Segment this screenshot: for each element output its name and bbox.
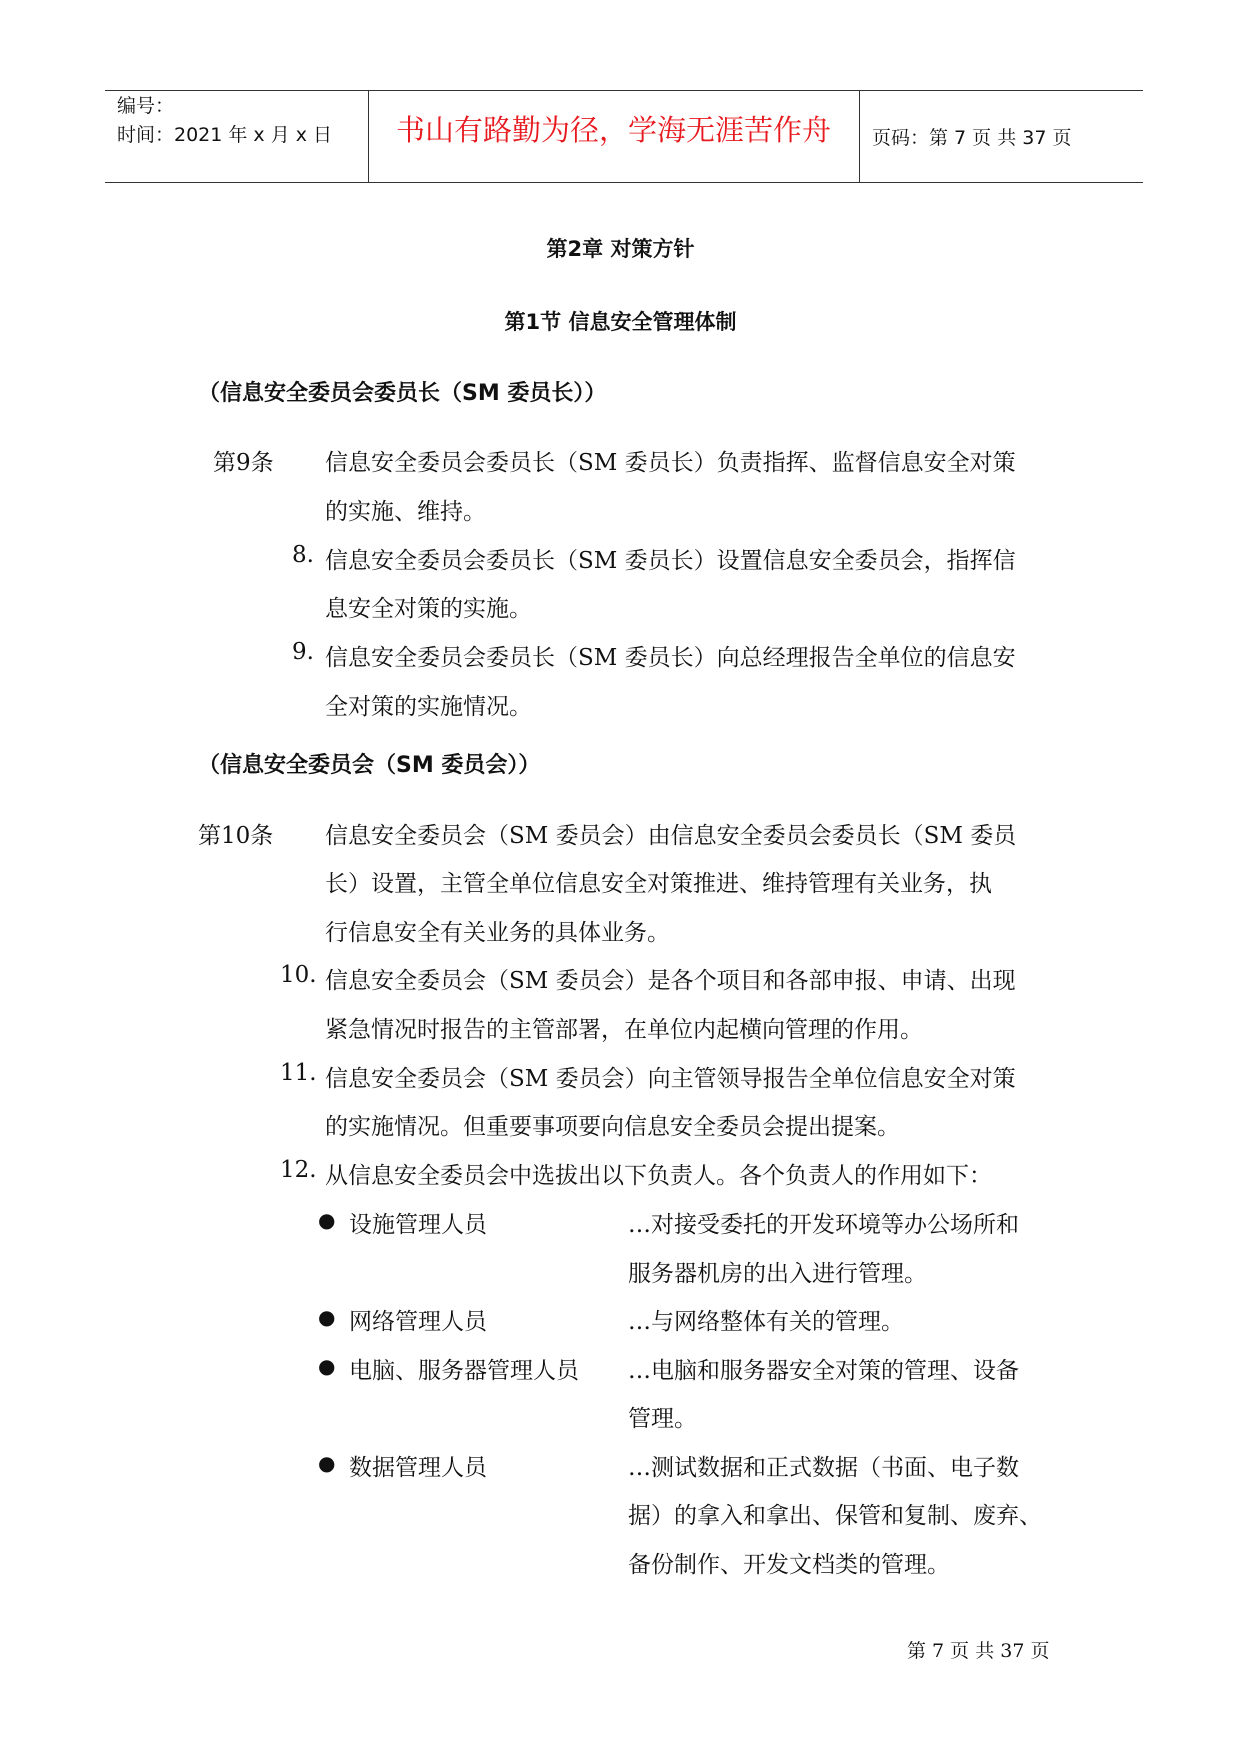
header-rule-bottom xyxy=(105,182,1143,183)
header-time-label: 时间：2021 年 x 月 x 日 xyxy=(117,124,333,146)
article-label: 第9条 xyxy=(213,450,274,476)
header-number-label: 编号： xyxy=(117,95,175,117)
page-footer: 第 7 页 共 37 页 xyxy=(907,1640,1050,1662)
list-item-line: 息安全对策的实施。 xyxy=(325,596,532,622)
role-desc-line: 据）的拿入和拿出、保管和复制、废弃、 xyxy=(628,1503,1042,1529)
list-item-number: 10. xyxy=(280,962,317,988)
role-name: 数据管理人员 xyxy=(349,1455,487,1481)
article-line: 信息安全委员会委员长（SM 委员长）负责指挥、监督信息安全对策 xyxy=(325,450,1016,476)
bullet-icon: ● xyxy=(318,1451,336,1475)
header-meta xyxy=(117,92,332,150)
role-desc-line: …对接受委托的开发环境等办公场所和 xyxy=(628,1212,1019,1238)
role-desc-line: …与网络整体有关的管理。 xyxy=(628,1309,904,1335)
list-item-line: 信息安全委员会（SM 委员会）是各个项目和各部申报、申请、出现 xyxy=(325,968,1016,994)
article-line: 信息安全委员会（SM 委员会）由信息安全委员会委员长（SM 委员 xyxy=(325,823,1017,849)
role-desc-line: …电脑和服务器安全对策的管理、设备 xyxy=(628,1358,1019,1384)
role-desc-line: 服务器机房的出入进行管理。 xyxy=(628,1261,927,1287)
bullet-icon: ● xyxy=(318,1354,336,1378)
role-name: 电脑、服务器管理人员 xyxy=(349,1358,579,1384)
role-desc-line: 备份制作、开发文档类的管理。 xyxy=(628,1552,950,1578)
role-desc-line: …测试数据和正式数据（书面、电子数 xyxy=(628,1455,1019,1481)
list-item-number: 9. xyxy=(292,639,314,665)
list-item-line: 全对策的实施情况。 xyxy=(325,694,532,720)
chapter-title: 第2章 对策方针 xyxy=(546,237,695,261)
bullet-icon: ● xyxy=(318,1305,336,1329)
role-name: 网络管理人员 xyxy=(349,1309,487,1335)
header-page-label: 页码：第 7 页 共 37 页 xyxy=(872,127,1072,149)
list-item-line: 从信息安全委员会中选拔出以下负责人。各个负责人的作用如下： xyxy=(325,1163,992,1189)
header-motto: 书山有路勤为径，学海无涯苦作舟 xyxy=(395,113,831,147)
section-title: 第1节 信息安全管理体制 xyxy=(504,310,737,334)
article-line: 长）设置，主管全单位信息安全对策推进、维持管理有关业务，执 xyxy=(325,871,992,897)
header-divider-left xyxy=(368,90,369,182)
role-desc-line: 管理。 xyxy=(628,1406,697,1432)
list-item-line: 信息安全委员会委员长（SM 委员长）设置信息安全委员会，指挥信 xyxy=(325,548,1016,574)
header-divider-right xyxy=(859,90,860,182)
article-label: 第10条 xyxy=(198,823,274,849)
list-item-number: 11. xyxy=(280,1060,317,1086)
list-item-line: 信息安全委员会委员长（SM 委员长）向总经理报告全单位的信息安 xyxy=(325,645,1016,671)
article-line: 行信息安全有关业务的具体业务。 xyxy=(325,920,670,946)
list-item-line: 信息安全委员会（SM 委员会）向主管领导报告全单位信息安全对策 xyxy=(325,1066,1016,1092)
list-item-number: 12. xyxy=(280,1157,317,1183)
role-name: 设施管理人员 xyxy=(349,1212,487,1238)
subsection-heading: （信息安全委员会委员长（SM 委员长）） xyxy=(198,381,607,406)
list-item-line: 紧急情况时报告的主管部署，在单位内起横向管理的作用。 xyxy=(325,1017,923,1043)
subsection-heading: （信息安全委员会（SM 委员会）） xyxy=(198,753,541,778)
bullet-icon: ● xyxy=(318,1208,336,1232)
article-line: 的实施、维持。 xyxy=(325,499,486,525)
list-item-number: 8. xyxy=(292,542,314,568)
header-rule-top xyxy=(105,90,1143,91)
list-item-line: 的实施情况。但重要事项要向信息安全委员会提出提案。 xyxy=(325,1114,900,1140)
